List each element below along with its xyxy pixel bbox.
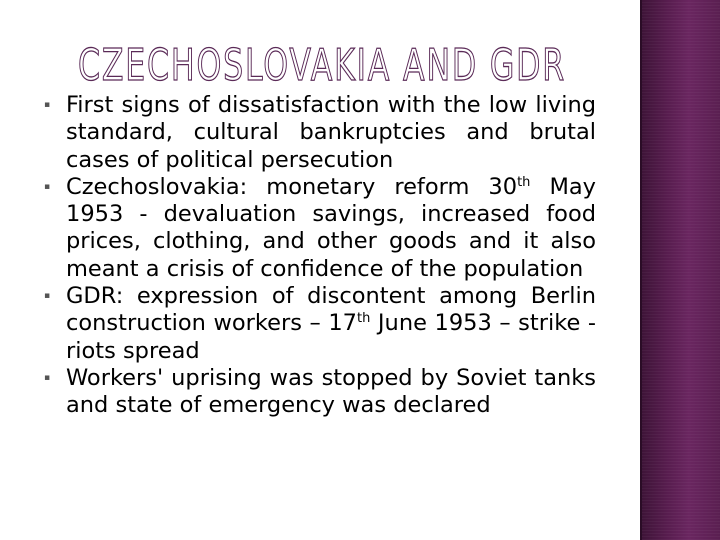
bullet-list <box>44 92 596 420</box>
decorative-sidebar <box>642 0 720 540</box>
slide-title <box>78 40 578 90</box>
bullet-marker-icon: ▪ <box>44 181 51 192</box>
bullet-item <box>44 365 596 420</box>
slide-title-text: CZECHOSLOVAKIA AND GDR <box>78 40 566 91</box>
bullet-text: Czechoslovakia: monetary reform 30th May 1953 - devaluation savings, increased food prices, clothing, and other goods and it also meant a crisis of confidence of the population <box>66 173 596 282</box>
bullet-marker-icon: ▪ <box>44 372 51 383</box>
bullet-item <box>44 283 596 365</box>
bullet-item <box>44 92 596 174</box>
bullet-text: GDR: expression of discontent among Berlin construction workers – 17th June 1953 – strike - riots spread <box>66 283 596 364</box>
bullet-item <box>44 174 596 283</box>
bullet-marker-icon: ▪ <box>44 291 51 302</box>
bullet-text: Workers' uprising was stopped by Soviet tanks and state of emergency was declared <box>66 364 596 419</box>
bullet-text: First signs of dissatisfaction with the low living standard, cultural bankruptcies and brutal cases of political persecution <box>66 92 596 173</box>
bullet-marker-icon: ▪ <box>44 100 51 110</box>
